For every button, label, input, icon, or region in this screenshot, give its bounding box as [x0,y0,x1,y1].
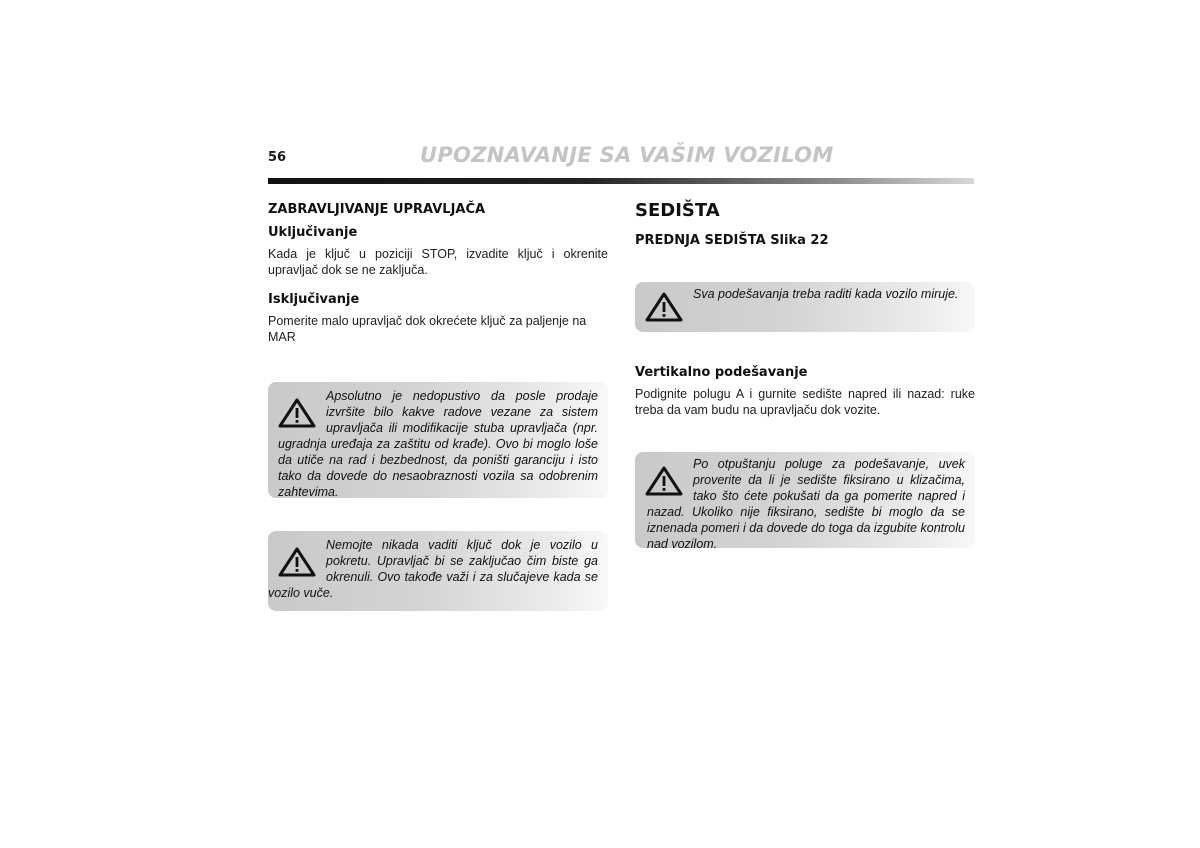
section-heading-seats: SEDIŠTA [635,200,720,221]
paragraph-locking: Kada je ključ u poziciji STOP, izvadite ključ i okrenite upravljač dok se ne zaključa. [268,247,608,277]
warning-text-key-removal: Nemojte nikada vaditi ključ dok je vozilo u pokretu. Upravljač bi se zaključao čim biste ga okrenuli. Ovo takođe važi i za slučajeve kada se vozilo vuče. [268,538,598,600]
warning-box-key-removal [268,531,608,611]
vertical-adjust-block [635,365,975,418]
subheading-unlocking: Isključivanje [268,292,360,307]
subheading-front-seats: PREDNJA SEDIŠTA Slika 22 [635,233,829,248]
warning-box-modification [268,382,608,498]
subheading-vertical-adjust: Vertikalno podešavanje [635,365,808,380]
subheading-locking: Uključivanje [268,225,358,240]
left-column [268,202,608,345]
header-rule [268,178,974,184]
right-column [635,200,975,248]
warning-text-seat-fixed: Po otpuštanju poluge za podešavanje, uvek proverite da li je sedište fiksirano u klizačima, tako što ćete pokušati da ga pomerite napred i nazad. Ukoliko nije fiksirano, sedište bi moglo da se iznenada pomeri i da dovede do toga da izgubite kontrolu nad vozilom. [647,457,965,551]
paragraph-vertical-adjust: Podignite polugu A i gurnite sedište napred ili nazad: ruke treba da vam budu na upravljaču dok vozite. [635,387,975,417]
warning-triangle-icon [278,398,316,428]
warning-text-modification: Apsolutno je nedopustivo da posle prodaje izvršite bilo kakve radove vezane za sistem upravljača ili modifikacije stuba upravljača (npr. ugradnja uređaja za zaštitu od krađe). Ovo bi moglo loše da utiče na rad i bezbednost, da poništi garanciju i isto tako da dovede do nesaobraznosti vozila sa odobrenim zahtevima. [278,389,598,499]
paragraph-unlocking: Pomerite malo upravljač dok okrećete ključ za paljenje na MAR [268,314,587,344]
warning-box-seat-fixed [635,452,975,551]
warning-triangle-icon [645,292,683,322]
warning-text-adjust-stationary: Sva podešavanja treba raditi kada vozilo miruje. [693,287,959,301]
warning-box-adjust-stationary [635,282,975,332]
page-title: UPOZNAVANJE SA VAŠIM VOZILOM [420,143,834,167]
warning-triangle-icon [645,466,683,496]
section-heading-steering-lock: ZABRAVLJIVANJE UPRAVLJAČA [268,202,486,217]
warning-triangle-icon [278,547,316,577]
page-number: 56 [268,150,287,165]
